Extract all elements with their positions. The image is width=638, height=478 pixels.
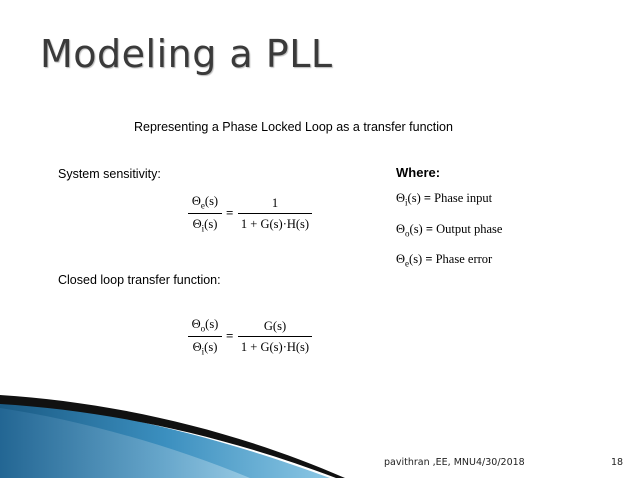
definition-meaning: Output phase [436, 222, 503, 236]
definition-symbol: $\Theta_e(s)$ [396, 252, 423, 269]
sensitivity-rhs-denominator: 1 + G(s)·H(s) [240, 217, 310, 231]
closed-loop-rhs-numerator: G(s) [263, 319, 287, 333]
definition-meaning: Phase input [434, 191, 493, 205]
closed-loop-lhs-denominator: $\Theta_i(s)$ [192, 339, 218, 356]
definition-phase-error: $\Theta_e(s)$ = Phase error [396, 252, 493, 269]
footer-page-number: 18 [611, 457, 624, 468]
definition-meaning: Phase error [435, 252, 493, 266]
slide-subtitle: Representing a Phase Locked Loop as a transfer function [134, 120, 453, 134]
closed-loop-rhs-denominator: 1 + G(s)·H(s) [240, 340, 310, 354]
sensitivity-rhs-numerator: 1 [271, 196, 279, 210]
definition-phase-input: $\Theta_i(s)$ = Phase input [396, 191, 493, 208]
slide-title: Modeling a PLL [40, 32, 333, 76]
closed-loop-rhs-fraction [238, 319, 312, 355]
footer-date: 4/30/2018 [476, 457, 525, 468]
closed-loop-label: Closed loop transfer function: [58, 273, 221, 287]
definition-symbol: $\Theta_o(s)$ [396, 222, 423, 239]
definition-symbol: $\Theta_i(s)$ [396, 191, 421, 208]
footer-author: pavithran ,EE, MNU [384, 457, 476, 468]
sensitivity-rhs-fraction [238, 196, 312, 232]
closed-loop-lhs-fraction [188, 317, 222, 356]
definition-output-phase: $\Theta_o(s)$ = Output phase [396, 222, 503, 239]
equals-sign: = [226, 328, 234, 343]
sensitivity-lhs-fraction [188, 194, 222, 233]
where-label: Where: [396, 165, 441, 180]
sensitivity-lhs-numerator: $\Theta_e(s)$ [191, 194, 219, 211]
closed-loop-lhs-numerator: $\Theta_o(s)$ [191, 317, 219, 334]
equals-sign: = [226, 205, 234, 220]
sensitivity-label: System sensitivity: [58, 167, 161, 181]
sensitivity-lhs-denominator: $\Theta_i(s)$ [192, 216, 218, 233]
